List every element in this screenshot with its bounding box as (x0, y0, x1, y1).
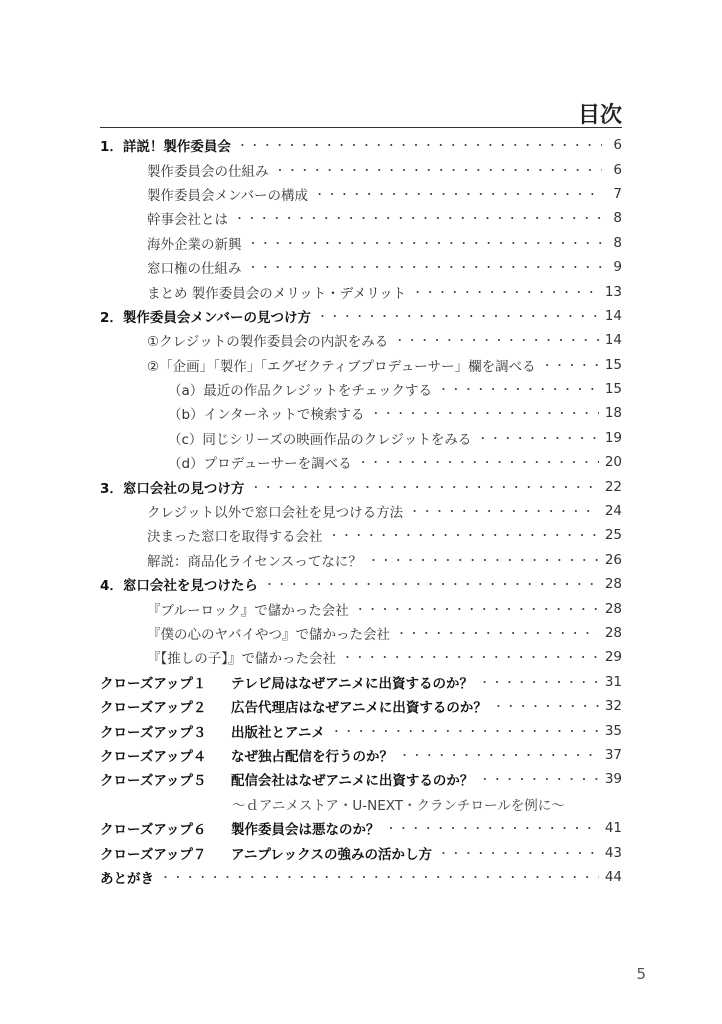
closeup-title: テレビ局はなぜアニメに出資するのか？ (231, 675, 474, 692)
toc-page-number: 41 (604, 820, 622, 837)
toc-page-number: 15 (604, 381, 622, 398)
toc-entry-label (100, 696, 487, 716)
leader-dots (355, 601, 599, 617)
toc-entry-label: 4．窓口会社を見つけたら (100, 578, 258, 595)
toc-entry[interactable] (100, 377, 622, 401)
toc-entry-label: 製作委員会メンバーの構成 (147, 187, 309, 204)
leader-dots (396, 625, 599, 641)
page-number: 5 (636, 965, 646, 983)
toc-entry-label (100, 769, 473, 789)
table-of-contents (100, 133, 622, 889)
closeup-kicker: クローズアップ２ (100, 700, 207, 717)
toc-entry-label: 製作委員会の仕組み (147, 163, 269, 180)
toc-chapter-3[interactable] (100, 474, 622, 498)
toc-page-number: 18 (604, 405, 622, 422)
closeup-title: アニプレックスの強みの活かし方 (231, 846, 433, 863)
toc-page-number: 39 (604, 771, 622, 788)
toc-entry[interactable] (100, 596, 622, 620)
leader-dots (329, 527, 599, 543)
toc-entry-label (100, 672, 473, 692)
toc-entry-label: 2．製作委員会メンバーの見つけ方 (100, 309, 311, 326)
closeup-title: 出版社とアニメ (231, 724, 325, 741)
toc-page-number: 29 (604, 649, 622, 666)
toc-page-number: 43 (604, 844, 622, 861)
toc-entry[interactable] (100, 255, 622, 279)
toc-page-number: 37 (604, 746, 622, 763)
closeup-kicker: クローズアップ１ (100, 675, 207, 692)
toc-entry-label: 解説：商品化ライセンスってなに？ (147, 553, 362, 570)
toc-page-number: 24 (604, 503, 622, 520)
toc-entry-label: まとめ 製作委員会のメリット・デメリット (147, 285, 407, 302)
toc-page-number: 19 (604, 429, 622, 446)
page-title: 目次 (577, 103, 622, 128)
toc-page-number: 20 (604, 454, 622, 471)
toc-entry-label (100, 843, 432, 863)
leader-dots (438, 381, 599, 397)
toc-page-number: 25 (604, 527, 622, 544)
toc-entry-label: 決まった窓口を取得する会社 (147, 529, 323, 546)
leader-dots (479, 674, 599, 690)
toc-closeup-2[interactable] (100, 694, 622, 718)
toc-subtitle (100, 792, 622, 816)
leader-dots (250, 479, 598, 495)
leader-dots (248, 235, 603, 251)
toc-page-number: 8 (613, 210, 622, 227)
toc-page-number: 7 (613, 185, 622, 202)
leader-dots (314, 186, 602, 202)
toc-entry[interactable] (100, 450, 622, 474)
toc-closeup-5[interactable] (100, 767, 622, 791)
toc-entry-label: あとがき (100, 870, 154, 887)
toc-chapter-1[interactable] (100, 133, 622, 157)
leader-dots (477, 430, 598, 446)
closeup-kicker: クローズアップ５ (100, 773, 207, 790)
toc-entry-label: （c）同じシリーズの映画作品のクレジットをみる (168, 431, 472, 448)
toc-entry[interactable] (100, 353, 622, 377)
leader-dots (275, 162, 603, 178)
leader-dots (317, 308, 599, 324)
toc-closeup-1[interactable] (100, 670, 622, 694)
toc-entry[interactable] (100, 328, 622, 352)
toc-page-number: 31 (604, 673, 622, 690)
toc-subtitle-label: ～ｄアニメストア・U-NEXT・クランチロールを例に～ (232, 797, 565, 814)
toc-closeup-7[interactable] (100, 840, 622, 864)
toc-closeup-4[interactable] (100, 743, 622, 767)
leader-dots (331, 723, 599, 739)
toc-closeup-6[interactable] (100, 816, 622, 840)
leader-dots (160, 869, 599, 885)
leader-dots (394, 332, 599, 348)
toc-page-number: 6 (613, 161, 622, 178)
toc-entry-label: 『【推しの子】』で儲かった会社 (147, 651, 336, 668)
title-underline (100, 127, 622, 128)
closeup-kicker: クローズアップ７ (100, 846, 207, 863)
toc-entry[interactable] (100, 426, 622, 450)
toc-page-number: 6 (613, 137, 622, 154)
leader-dots (438, 845, 599, 861)
leader-dots (479, 771, 598, 787)
toc-entry-label: （a）最近の作品クレジットをチェックする (168, 383, 433, 400)
toc-page-number: 14 (604, 307, 622, 324)
toc-chapter-2[interactable] (100, 304, 622, 328)
leader-dots (412, 284, 599, 300)
leader-dots (409, 503, 599, 519)
toc-page-number: 35 (604, 722, 622, 739)
toc-entry-label: 1．詳説！製作委員会 (100, 139, 231, 156)
toc-entry[interactable] (100, 182, 622, 206)
closeup-kicker: クローズアップ６ (100, 822, 207, 839)
toc-entry[interactable] (100, 231, 622, 255)
closeup-kicker: クローズアップ４ (100, 748, 207, 765)
toc-chapter-4[interactable] (100, 572, 622, 596)
leader-dots (399, 747, 599, 763)
toc-entry-label (100, 745, 393, 765)
toc-entry-label (100, 721, 325, 741)
closeup-kicker: クローズアップ３ (100, 724, 207, 741)
toc-entry[interactable] (100, 279, 622, 303)
toc-entry-label (100, 818, 380, 838)
toc-entry[interactable] (100, 401, 622, 425)
leader-dots (493, 698, 599, 714)
toc-entry-label: （b）インターネットで検索する (168, 407, 365, 424)
leader-dots (368, 552, 599, 568)
toc-entry-label: 『僕の心のヤバイやつ』で儲かった会社 (147, 627, 390, 643)
leader-dots (370, 405, 598, 421)
toc-page-number: 28 (604, 600, 622, 617)
toc-page-number: 26 (604, 551, 622, 568)
leader-dots (234, 210, 602, 226)
toc-page-number: 44 (604, 868, 622, 885)
toc-entry-label: クレジット以外で窓口会社を見つける方法 (147, 505, 404, 522)
toc-entry-label: 海外企業の新興 (147, 236, 242, 253)
leader-dots (342, 649, 599, 665)
leader-dots (264, 576, 599, 592)
toc-afterword[interactable] (100, 865, 622, 889)
toc-entry-label: （d）プロデューサーを調べる (168, 456, 352, 473)
closeup-title: 広告代理店はなぜアニメに出資するのか？ (231, 700, 487, 717)
toc-page-number: 13 (604, 283, 622, 300)
toc-closeup-3[interactable] (100, 718, 622, 742)
toc-page-number: 28 (604, 576, 622, 593)
toc-entry[interactable] (100, 499, 622, 523)
toc-entry-label: 『ブルーロック』で儲かった会社 (147, 602, 349, 619)
toc-page-number: 9 (613, 259, 622, 276)
closeup-title: 配信会社はなぜアニメに出資するのか？ (231, 773, 474, 790)
leader-dots (358, 454, 599, 470)
leader-dots (542, 357, 599, 373)
leader-dots (237, 137, 602, 153)
toc-page-number: 32 (604, 698, 622, 715)
toc-page-number: 8 (613, 234, 622, 251)
toc-page-number: 28 (604, 625, 622, 641)
toc-entry-label: ①クレジットの製作委員会の内訳をみる (147, 334, 389, 351)
toc-entry-label: 3．窓口会社の見つけ方 (100, 480, 245, 497)
toc-page-number: 15 (604, 356, 622, 373)
toc-entry[interactable] (100, 645, 622, 669)
toc-entry[interactable] (100, 548, 622, 572)
leader-dots (386, 820, 599, 836)
toc-entry[interactable] (100, 621, 622, 645)
toc-entry[interactable] (100, 523, 622, 547)
toc-entry-label: 幹事会社とは (147, 212, 228, 229)
toc-entry[interactable] (100, 206, 622, 230)
toc-page-number: 22 (604, 478, 622, 495)
closeup-title: なぜ独占配信を行うのか？ (231, 748, 393, 765)
leader-dots (248, 259, 603, 275)
toc-entry-label: ②「企画」「製作」「エグゼクティブプロデューサー」欄を調べる (147, 358, 536, 375)
closeup-title: 製作委員会は悪なのか？ (231, 822, 380, 839)
toc-page-number: 14 (604, 332, 622, 349)
toc-entry[interactable] (100, 157, 622, 181)
toc-entry-label: 窓口権の仕組み (147, 261, 242, 278)
